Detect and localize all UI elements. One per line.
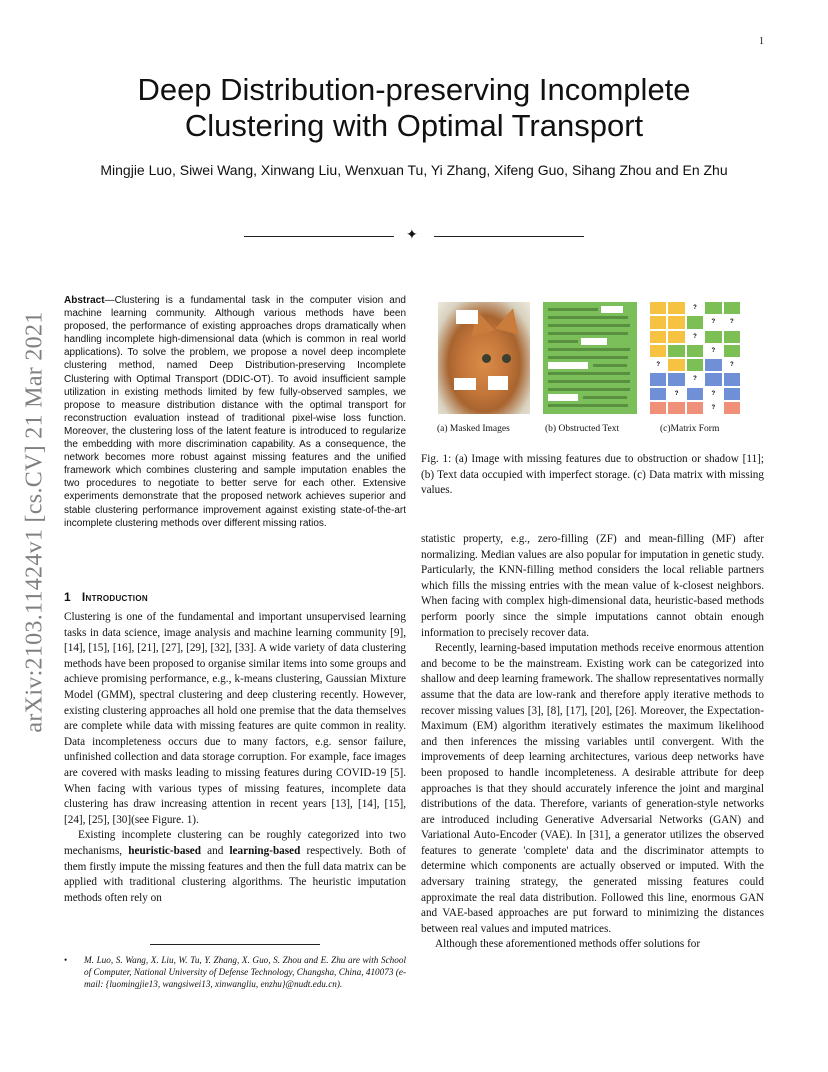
title-line-1: Deep Distribution-preserving Incomplete: [137, 72, 691, 107]
matrix-cell: [705, 302, 721, 314]
abstract: [64, 294, 406, 530]
matrix-cell: [650, 331, 666, 343]
masked-cat-image: [438, 302, 530, 414]
separator-diamond-icon: ✦: [406, 228, 418, 243]
section-number: 1: [64, 590, 71, 604]
matrix-cell: [724, 388, 740, 400]
matrix-cell-missing: ?: [724, 316, 740, 328]
arxiv-id: arXiv:2103.11424v1 [cs.CV] 21 Mar 2021: [21, 311, 48, 733]
separator-line-right: [434, 236, 584, 237]
title-separator: [244, 228, 584, 244]
data-matrix-grid: [650, 302, 740, 414]
matrix-cell: [724, 302, 740, 314]
matrix-cell-missing: ?: [705, 388, 721, 400]
matrix-cell: [650, 373, 666, 385]
footnote-rule: [150, 944, 320, 945]
heuristic-based-term: heuristic-based: [128, 844, 201, 857]
matrix-cell-missing: ?: [668, 388, 684, 400]
left-column-body: [64, 610, 406, 906]
matrix-cell: [668, 302, 684, 314]
matrix-cell-missing: ?: [650, 359, 666, 371]
title-line-2: Clustering with Optimal Transport: [184, 108, 644, 143]
matrix-cell: [687, 345, 703, 357]
subcaption-c: (c)Matrix Form: [660, 424, 720, 434]
matrix-cell: [668, 402, 684, 414]
footnote-text: M. Luo, S. Wang, X. Liu, W. Tu, Y. Zhang, X. Guo, S. Zhou and E. Zhu are with School of Computer, National University of Defense Technology, Changsha, China, 410073 (e-mail: {luomingjie13, wangsiwei13, xinwangliu, enzhu}@nudt.edu.cn).: [84, 955, 406, 989]
matrix-cell: [668, 331, 684, 343]
arxiv-stamp: [20, 282, 50, 762]
matrix-cell: [668, 345, 684, 357]
right-paragraph-1: statistic property, e.g., zero-filling (ZF) and mean-filling (MF) after normalizing. Median values are also popular for imputation in genetic study. Particularly, the KNN-filling method considers the local reliable partners which fills the missing entries with the mean value of k-closest neighbors. When facing with complex high-dimensional data, heuristic-based methods perform poorly since the simple imputations cannot obtain enough information to precisely recover data.: [421, 533, 764, 639]
matrix-cell: [668, 359, 684, 371]
author-list: Mingjie Luo, Siwei Wang, Xinwang Liu, Wenxuan Tu, Yi Zhang, Xifeng Guo, Sihang Zhou and En Zhu: [100, 162, 728, 178]
mask-patch: [456, 310, 478, 324]
matrix-cell: [687, 359, 703, 371]
matrix-cell: [650, 388, 666, 400]
intro-paragraph-2: Existing incomplete clustering can be roughly categorized into two mechanisms, heuristic-based and learning-based respectively. Both of them firstly impute the missing features and then the full data matrix can be applied with traditional clustering algorithms. The heuristic imputation methods often rely on: [64, 829, 406, 904]
matrix-cell: [650, 316, 666, 328]
figure-caption: Fig. 1: (a) Image with missing features due to obstruction or shadow [11]; (b) Text data occupied with imperfect storage. (c) Data matrix with missing values.: [421, 453, 764, 497]
matrix-cell: [724, 402, 740, 414]
subcaption-a: (a) Masked Images: [437, 424, 510, 434]
matrix-cell-missing: ?: [705, 402, 721, 414]
matrix-cell: [687, 402, 703, 414]
paper-title: [60, 72, 768, 144]
page-number: 1: [759, 36, 764, 47]
matrix-cell-missing: ?: [705, 316, 721, 328]
matrix-cell: [724, 373, 740, 385]
matrix-cell-missing: ?: [705, 345, 721, 357]
matrix-cell-missing: ?: [687, 373, 703, 385]
section-title: Introduction: [81, 590, 148, 604]
matrix-cell: [705, 359, 721, 371]
matrix-cell-missing: ?: [724, 359, 740, 371]
matrix-cell: [668, 373, 684, 385]
matrix-cell: [724, 345, 740, 357]
matrix-cell-missing: ?: [687, 302, 703, 314]
learning-based-term: learning-based: [229, 844, 301, 857]
footnote-bullet: •: [64, 955, 68, 965]
matrix-cell: [650, 302, 666, 314]
right-paragraph-3: Although these aforementioned methods offer solutions for: [435, 938, 701, 951]
matrix-cell: [687, 316, 703, 328]
matrix-cell-missing: ?: [687, 331, 703, 343]
mask-patch: [454, 378, 476, 390]
matrix-cell: [705, 331, 721, 343]
matrix-cell: [650, 402, 666, 414]
matrix-cell: [705, 373, 721, 385]
separator-line-left: [244, 236, 394, 237]
matrix-cell: [687, 388, 703, 400]
section-heading: [64, 590, 148, 604]
right-column-body: [421, 532, 764, 953]
matrix-cell: [724, 331, 740, 343]
abstract-text: —Clustering is a fundamental task in the computer vision and machine learning community. Although various methods have been proposed, the performance of existing approaches drops dramatically when handling incomplete high-dimensional data (which is common in real world applications). To solve the problem, we propose a novel deep incomplete clustering method, named Deep Distribution-preserving Incomplete Clustering with Optimal Transport (DDIC-OT). To avoid insufficient sample utilization in existing methods limited by few fully-observed samples, we propose to measure distribution distance with the optimal transport for reconstruction evaluation instead of traditional pixel-wise loss function. Moreover, the clustering loss of the latent feature is introduced to regularize the embedding with more discrimination capability. As a consequence, the network becomes more robust against missing features and the unified framework which combines clustering and sample imputation enables the two procedures to negotiate to better serve for each other. Extensive experiments demonstrate that the proposed network achieves superior and stable clustering performance improvement against existing state-of-the-art incomplete clustering methods over different missing ratios.: [64, 295, 406, 529]
matrix-cell: [650, 345, 666, 357]
intro-paragraph-1: Clustering is one of the fundamental and important unsupervised learning tasks in data science, image analysis and machine learning community [9], [14], [15], [16], [21], [27], [29], [32], [33]. A wide variety of data clustering methods have been proposed to organise similar items into some groups and achieve promising performance, e.g., k-means clustering, Gaussian Mixture Model (GMM), spectral clustering and deep clustering recently. However, existing clustering approaches all hold one premise that the data themselves are complete while data with missing features are quite common in reality. Data incompleteness occurs due to many factors, e.g. sensor failure, unfinished collection and data storage corruption. For example, face images are covered with masks leading to missing features during COVID-19 [5]. When facing with various types of missing features, incomplete data clustering has draw increasing attention in recent years [13], [14], [15], [24], [25], [30](see Figure. 1).: [64, 611, 406, 826]
subcaption-b: (b) Obstructed Text: [545, 424, 620, 434]
matrix-cell: [668, 316, 684, 328]
obstructed-text-image: [543, 302, 637, 414]
right-paragraph-2: Recently, learning-based imputation methods receive enormous attention and become to be the mainstream. Existing work can be categorized into shallow and deep learning framework. The shallow representatives normally assume that the data are low-rank and therefore apply iterative methods to recover missing values [3], [8], [17], [20], [26]. Moreover, the Expectation-Maximum (EM) algorithm iteratively estimates the maximum likelihood and then inferences the missing variables until convergent. With the improvements of deep learning architectures, various deep networks have been proposed to handle incompleteness. A desirable attribute for deep approaches is that they should accurately inference the joint and marginal distributions of the data. Therefore, variants of generation-style networks are introduced including Generative Adversarial Networks (GAN) and Variational Auto-Encoder (VAE). In [31], a generator utilizes the observed features to generate 'complete' data and the discriminator attempts to determine which components are actually observed or imputed. With the adversary training strategy, the generated missing features could approximate the real data distribution. Followed this line, enormous GAN and VAE-based approaches are put forward to minimizing the distances between real values and imputed matrices.: [421, 642, 764, 935]
mask-patch: [488, 376, 508, 390]
affiliation-footnote: [64, 954, 406, 990]
abstract-label: Abstract: [64, 295, 105, 306]
